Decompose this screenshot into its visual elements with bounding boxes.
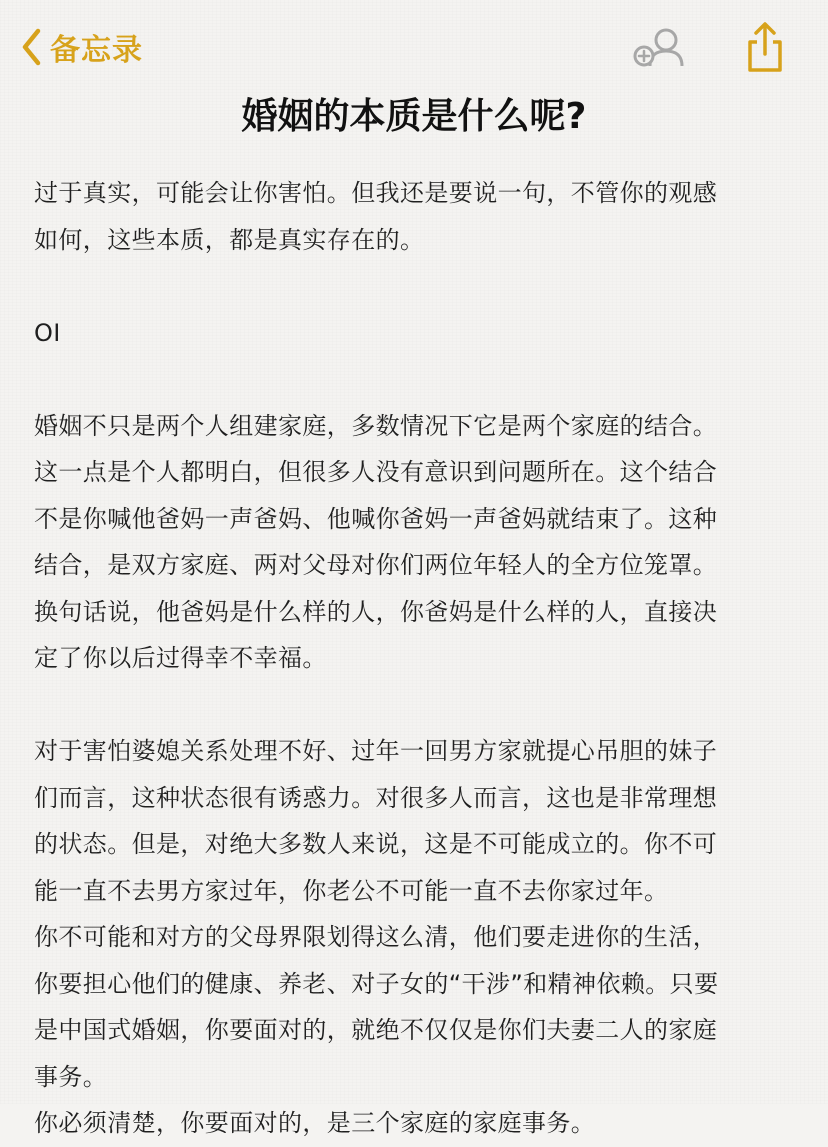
- text-line: 换句话说，他爸妈是什么样的人，你爸妈是什么样的人，直接决: [34, 597, 718, 626]
- text-line: 能一直不去男方家过年，你老公不可能一直不去你家过年。: [34, 876, 669, 905]
- text-line: 你要担心他们的健康、养老、对子女的“干涉”和精神依赖。只要: [34, 969, 719, 998]
- add-collaborator-button[interactable]: [630, 22, 688, 72]
- blank-line: [34, 682, 802, 729]
- text-line: 结合，是双方家庭、两对父母对你们两位年轻人的全方位笼罩。: [34, 551, 718, 579]
- text-line: 如何，这些本质，都是真实存在的。: [34, 225, 425, 254]
- text-line: 是中国式婚姻，你要面对的，就绝不仅仅是你们夫妻二人的家庭: [34, 1016, 718, 1044]
- paragraph: [34, 403, 802, 682]
- paragraph: [34, 170, 802, 263]
- navigation-bar: [0, 0, 828, 92]
- text-line: 你必须清楚，你要面对的，是三个家庭的家庭事务。: [34, 1109, 596, 1137]
- blank-line: [34, 356, 802, 403]
- text-line: 不是你喊他爸妈一声爸妈、他喊你爸妈一声爸妈就结束了。这种: [34, 504, 718, 533]
- note-title: 婚姻的本质是什么呢?: [241, 96, 587, 137]
- section-number: OI: [34, 318, 61, 347]
- paragraph: [34, 728, 802, 1147]
- blank-line: [34, 263, 802, 310]
- text-line: 过于真实，可能会让你害怕。但我还是要说一句，不管你的观感: [34, 179, 718, 207]
- text-line: 定了你以后过得幸不幸福。: [34, 644, 327, 672]
- chevron-left-icon: [20, 27, 42, 67]
- paragraph: [34, 310, 802, 357]
- text-line: 你不可能和对方的父母界限划得这么清，他们要走进你的生活，: [34, 923, 718, 951]
- back-button-label: 备忘录: [50, 33, 143, 68]
- text-line: 的状态。但是，对绝大多数人来说，这是不可能成立的。你不可: [34, 830, 718, 858]
- text-line: 们而言，这种状态很有诱惑力。对很多人而言，这也是非常理想: [34, 783, 718, 812]
- text-line: 婚姻不只是两个人组建家庭，多数情况下它是两个家庭的结合。: [34, 411, 718, 440]
- share-button[interactable]: [742, 20, 788, 74]
- text-line: 事务。: [34, 1062, 108, 1091]
- share-icon: [742, 20, 788, 74]
- add-person-icon: [630, 22, 688, 72]
- back-button[interactable]: [20, 24, 143, 70]
- note-body[interactable]: [34, 170, 802, 1147]
- text-line: 对于害怕婆媳关系处理不好、过年一回男方家就提心吊胆的妹子: [34, 737, 718, 765]
- text-line: 这一点是个人都明白，但很多人没有意识到问题所在。这个结合: [34, 458, 718, 486]
